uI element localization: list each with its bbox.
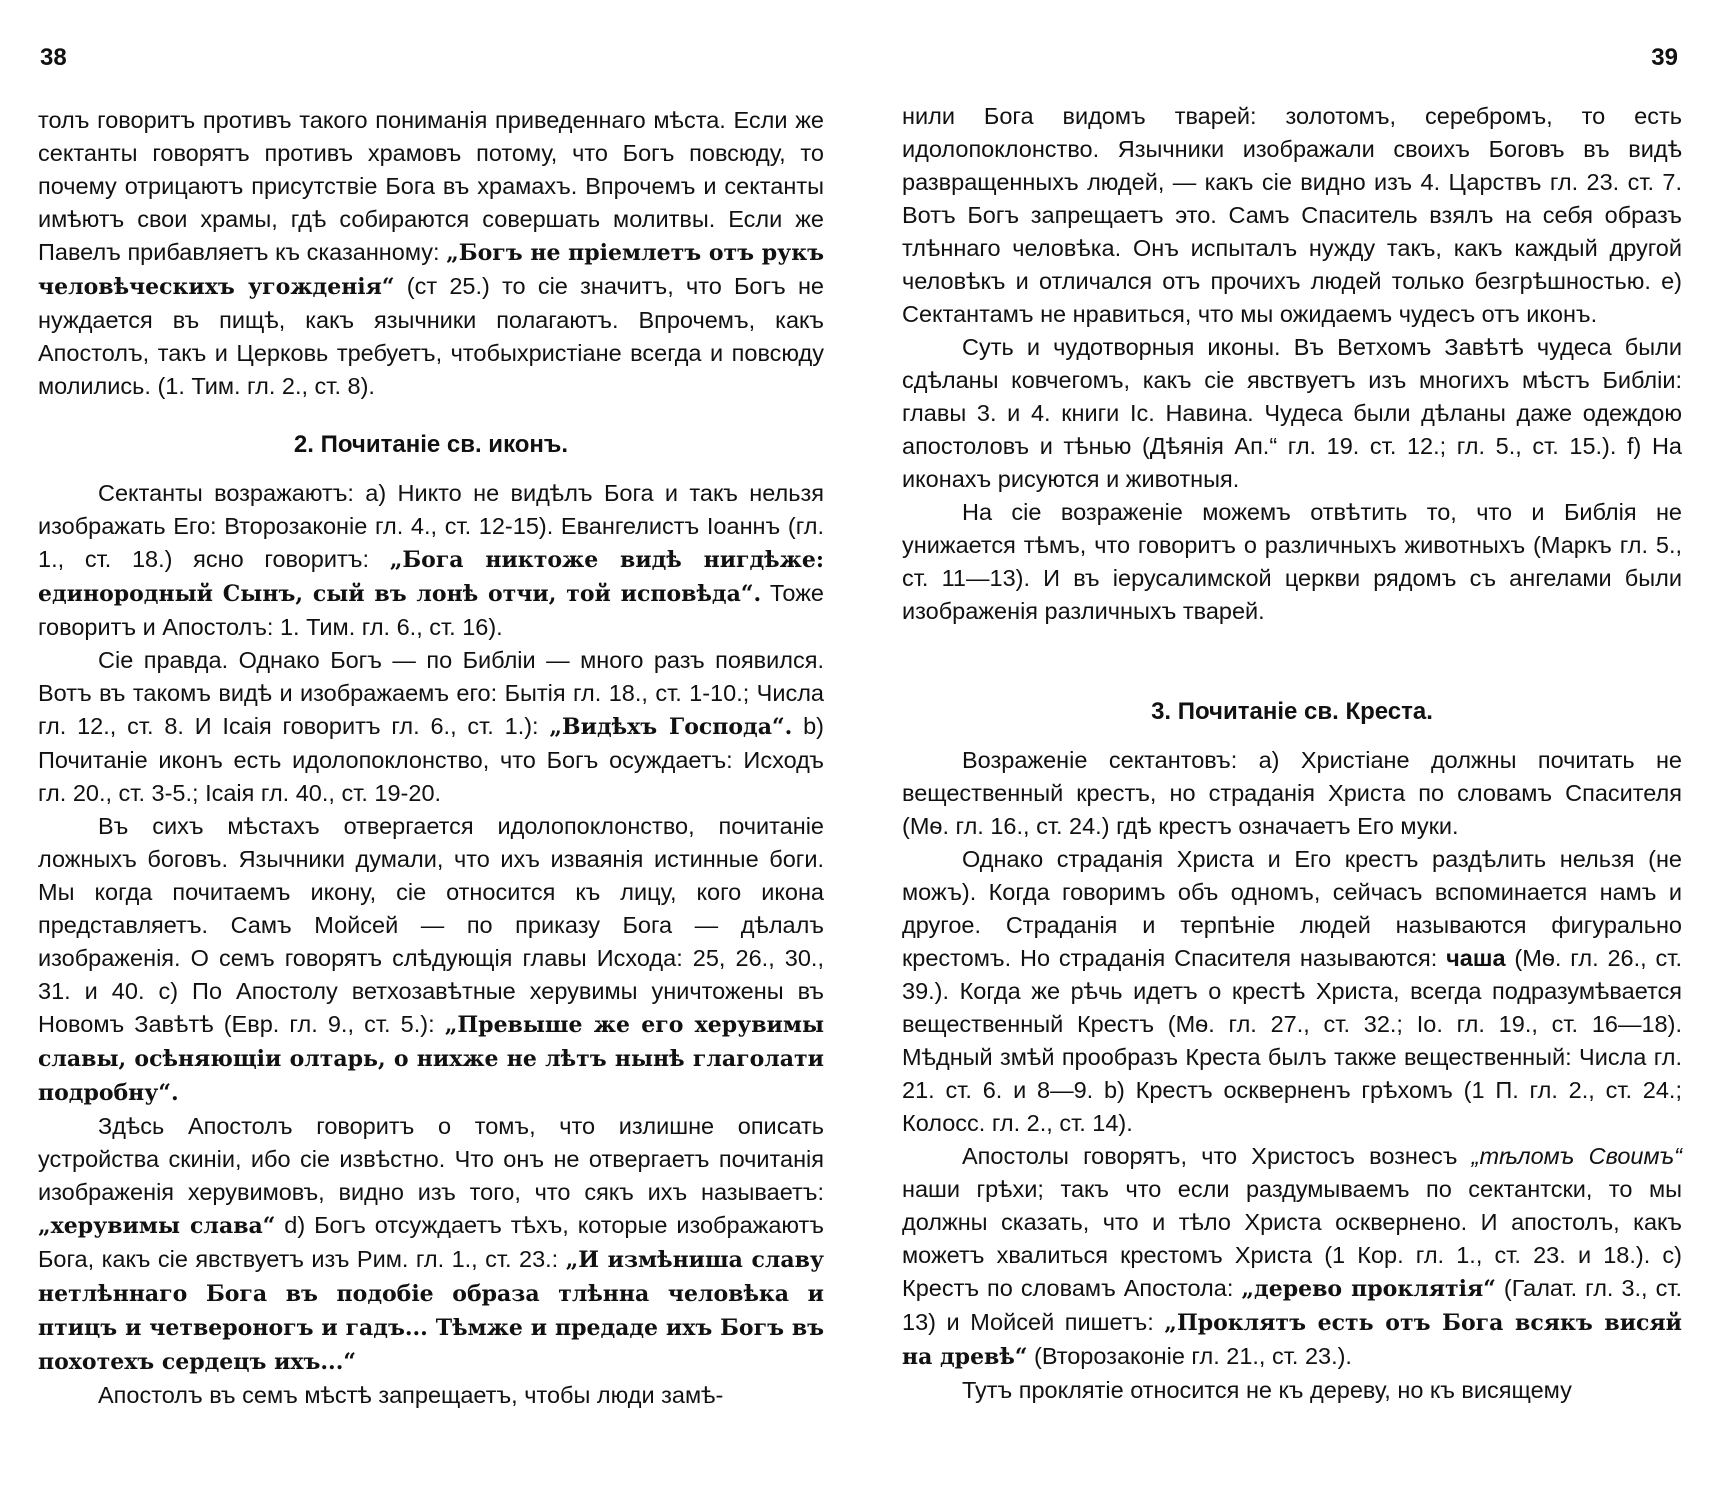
slavonic-quote: „херувимы слава“	[38, 1213, 276, 1239]
text-run: Въ сихъ мѣстахъ отвергается идолопоклонство, почитаніе ложныхъ боговъ. Язычники думали, что ихъ изваянія истинные боги. Мы когда почитаемъ икону, сіе относится къ лицу, кого икона представляетъ. Самъ Мойсей — по приказу Бога — дѣлалъ изображенія. О семъ говорятъ слѣдующія главы Исхода: 25, 26., 30., 31. и 40. c) По Апостолу ветхозавѣтные херувимы уничтожены въ Новомъ Завѣтѣ (Евр. гл. 9., ст. 5.):	[38, 813, 824, 1037]
paragraph	[38, 477, 824, 644]
left-page	[32, 0, 832, 1500]
text-run: (ст 25.) то сіе значитъ, что Богъ не нуждается въ пищѣ, какъ язычники полагаютъ. Впрочемъ, какъ Апостолъ, такъ и Церковь требуетъ, чтобыхристіане всегда и повсюду молились. (1. Тим. гл. 2., ст. 8).	[38, 273, 824, 399]
text-run: (Галат. гл. 3., ст. 13) и Мойсей пишетъ:	[902, 1275, 1683, 1335]
paragraph	[38, 644, 824, 810]
paragraph: нили Бога видомъ тварей: золотомъ, серебромъ, то есть идолопоклонство. Язычники изображали своихъ Боговъ въ видѣ развращенныхъ людей, — какъ сіе видно изъ 4. Царствъ гл. 23. ст. 7. Вотъ Богъ запрещаетъ это. Самъ Спаситель взялъ на себя образъ тлѣннаго человѣка. Онъ испыталъ нужду такъ, какъ каждый другой человѣкъ и отличался отъ прочихъ людей только безгрѣшностью. e) Сектантамъ не нравиться, что мы ожидаемъ чудесъ отъ иконъ.	[902, 103, 1682, 327]
text-run: Здѣсь Апостолъ говоритъ о томъ, что излишне описать устройства скиніи, ибо сіе извѣстно. Что онъ не отвергаетъ почитанія изображенія херувимовъ, видно изъ того, что сякъ ихъ называетъ:	[38, 1113, 824, 1205]
slavonic-quote: „Видѣхъ Господа“.	[549, 714, 793, 740]
page-number: 39	[1651, 44, 1678, 71]
slavonic-quote: „Превыше же его херувимы славы, осѣняющіи олтарь, о нихже не лѣтъ нынѣ глаголати подробну“.	[38, 1012, 825, 1106]
slavonic-quote: „дерево проклятія“	[1241, 1276, 1496, 1302]
slavonic-quote: „Проклятъ есть отъ Бога всякъ висяй на древѣ“	[902, 1310, 1683, 1370]
slavonic-quote: „Богъ не пріемлетъ отъ рукъ человѣческихъ угожденія“	[38, 240, 824, 300]
text-run: толъ говоритъ противъ такого пониманія приведеннаго мѣста. Если же сектанты говорятъ противъ храмовъ потому, что Богъ повсюду, то почему отрицаютъ присутствіе Бога въ храмахъ. Впрочемъ и сектанты имѣютъ свои храмы, гдѣ собираются совершать молитвы. Если же Павелъ прибавляетъ къ сказанному:	[38, 107, 824, 265]
text-run: (Мѳ. гл. 26., ст. 39.). Когда же рѣчь идетъ о крестѣ Христа, всегда подразумѣвается вещественный Крестъ (Мѳ. гл. 27., ст. 32.; Іо. гл. 19., ст. 16—18). Мѣдный змѣй прообразъ Креста былъ также вещественный: Числа гл. 21. ст. 6. и 8—9. b) Крестъ оскверненъ грѣхомъ (1 П. гл. 2., ст. 24.; Колосс. гл. 2., ст. 14).	[902, 945, 1682, 1136]
paragraph	[38, 810, 824, 1110]
page-body	[902, 100, 1682, 1407]
italic-quote: „тѣломъ Своимъ“	[1471, 1143, 1683, 1169]
right-page	[892, 0, 1692, 1500]
slavonic-quote: „И измѣниша славу нетлѣннаго Бога въ подобіе образа тлѣнна человѣка и птицъ и четвероногъ и гадъ... Тѣмже и предаде ихъ Богъ въ похотехъ сердецъ ихъ...“	[38, 1247, 824, 1375]
page-number: 38	[40, 44, 67, 71]
paragraph	[902, 843, 1682, 1140]
text-run: Сектанты возражаютъ: а) Никто не видѣлъ Бога и такъ нельзя изображать Его: Второзаконіе гл. 4., ст. 12-15). Евангелистъ Іоаннъ (гл. 1., ст. 18.) ясно говоритъ:	[38, 480, 824, 572]
section-heading: 3. Почитаніе св. Креста.	[1151, 698, 1433, 725]
text-run: b) Почитаніе иконъ есть идолопоклонство, что Богъ осуждаетъ: Исходъ гл. 20., ст. 3-5.; Ісаія гл. 40., ст. 19-20.	[38, 713, 825, 806]
paragraph: Возраженіе сектантовъ: а) Христіане должны почитать не вещественный крестъ, но страданія Христа по словамъ Спасителя (Мѳ. гл. 16., ст. 24.) гдѣ крестъ означаетъ Его муки.	[902, 747, 1682, 839]
paragraph	[902, 1140, 1682, 1374]
slavonic-quote: „Бога никтоже видѣ нигдѣже: единородный Сынъ, сый въ лонѣ отчи, той исповѣда“.	[38, 547, 824, 607]
paragraph: Суть и чудотворныя иконы. Въ Ветхомъ Завѣтѣ чудеса были сдѣланы ковчегомъ, какъ сіе явствуетъ изъ многихъ мѣстъ Библіи: главы 3. и 4. книги Іс. Навина. Чудеса были дѣланы даже одеждою апостоловъ и тѣнью (Дѣянія Ап.“ гл. 19. ст. 12.; гл. 5., ст. 15.). f) На иконахъ рисуются и животныя.	[902, 334, 1682, 492]
text-run: d) Богъ отсуждаетъ тѣхъ, которые изображаютъ Бога, какъ сіе явствуетъ изъ Рим. гл. 1., ст. 23.:	[38, 1212, 824, 1272]
text-run: Однако страданія Христа и Его крестъ раздѣлить нельзя (не можъ). Когда говоримъ объ одномъ, сейчасъ вспоминается намъ и другое. Страданія и терпѣніе людей называются фигурально крестомъ. Но страданія Спасителя называются:	[902, 846, 1682, 971]
text-run: Сіе правда. Однако Богъ — по Библіи — много разъ появился. Вотъ въ такомъ видѣ и изображаемъ его: Бытія гл. 18., ст. 1-10.; Числа гл. 12., ст. 8. И Ісаія говоритъ гл. 6., ст. 1.):	[38, 647, 824, 739]
text-run: (Второзаконіе гл. 21., ст. 23.).	[1034, 1343, 1352, 1369]
paragraph: Тутъ проклятіе относится не къ дереву, но къ висящему	[962, 1377, 1572, 1403]
paragraph: На сіе возраженіе можемъ отвѣтить то, что и Библія не унижается тѣмъ, что говоритъ о различныхъ животныхъ (Маркъ гл. 5., ст. 11—13). И въ іерусалимской церкви рядомъ съ ангелами были изображенія различныхъ тварей.	[902, 499, 1682, 624]
section-heading: 2. Почитаніе св. иконъ.	[293, 431, 569, 458]
text-run: наши грѣхи; такъ что если раздумываемъ по сектантски, то мы должны сказать, что и тѣло Христа осквернено. И апостолъ, какъ можетъ хвалиться крестомъ Христа (1 Кор. гл. 1., ст. 23. и 18.). c) Крестъ по словамъ Апостола:	[902, 1176, 1682, 1301]
paragraph	[38, 1110, 824, 1379]
text-run: Тоже говоритъ и Апостолъ: 1. Тим. гл. 6., ст. 16).	[38, 580, 825, 640]
paragraph	[38, 104, 824, 403]
paragraph: Апостолъ въ семъ мѣстѣ запрещаетъ, чтобы люди замѣ-	[98, 1382, 724, 1408]
page-body	[38, 104, 824, 1412]
bold-word: чаша	[1446, 945, 1506, 971]
text-run: Апостолы говорятъ, что Христосъ вознесъ	[962, 1143, 1458, 1169]
